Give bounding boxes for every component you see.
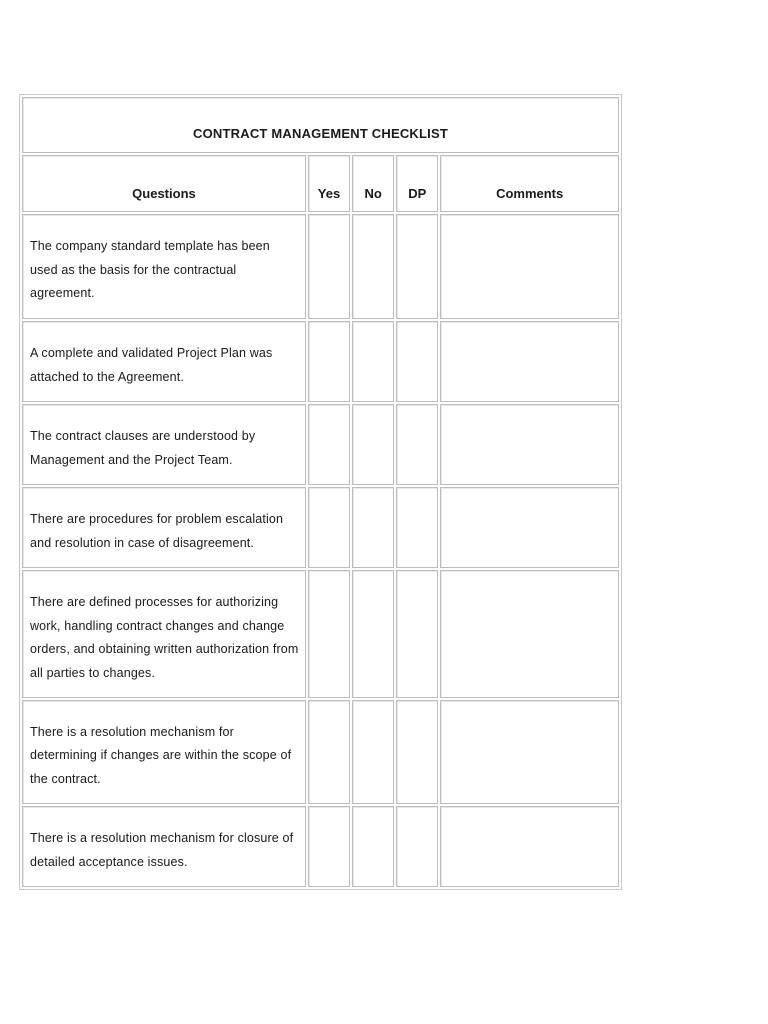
column-header-comments: Comments	[440, 155, 619, 212]
table-row	[22, 570, 619, 698]
no-cell	[352, 487, 394, 568]
comments-cell	[440, 487, 619, 568]
question-cell: The contract clauses are understood by Management and the Project Team.	[22, 404, 306, 485]
table-row	[22, 321, 619, 402]
question-cell: There is a resolution mechanism for determining if changes are within the scope of the contract.	[22, 700, 306, 804]
table-row	[22, 487, 619, 568]
yes-cell	[308, 487, 350, 568]
table-row	[22, 700, 619, 804]
table-row	[22, 214, 619, 319]
comments-cell	[440, 570, 619, 698]
no-cell	[352, 214, 394, 319]
yes-cell	[308, 404, 350, 485]
yes-cell	[308, 570, 350, 698]
dp-cell	[396, 404, 438, 485]
question-cell: There are defined processes for authorizing work, handling contract changes and change orders, and obtaining written authorization from all parties to changes.	[22, 570, 306, 698]
no-cell	[352, 321, 394, 402]
question-cell: A complete and validated Project Plan was attached to the Agreement.	[22, 321, 306, 402]
comments-cell	[440, 700, 619, 804]
question-cell: There are procedures for problem escalation and resolution in case of disagreement.	[22, 487, 306, 568]
comments-cell	[440, 806, 619, 887]
dp-cell	[396, 214, 438, 319]
no-cell	[352, 404, 394, 485]
column-header-yes: Yes	[308, 155, 350, 212]
dp-cell	[396, 806, 438, 887]
question-cell: The company standard template has been used as the basis for the contractual agreement.	[22, 214, 306, 319]
column-header-questions: Questions	[22, 155, 306, 212]
no-cell	[352, 806, 394, 887]
yes-cell	[308, 214, 350, 319]
no-cell	[352, 700, 394, 804]
checklist-document	[19, 94, 622, 890]
header-row	[22, 155, 619, 212]
dp-cell	[396, 570, 438, 698]
yes-cell	[308, 700, 350, 804]
comments-cell	[440, 321, 619, 402]
no-cell	[352, 570, 394, 698]
yes-cell	[308, 321, 350, 402]
table-row	[22, 404, 619, 485]
yes-cell	[308, 806, 350, 887]
comments-cell	[440, 214, 619, 319]
question-cell: There is a resolution mechanism for closure of detailed acceptance issues.	[22, 806, 306, 887]
column-header-dp: DP	[396, 155, 438, 212]
page-title: CONTRACT MANAGEMENT CHECKLIST	[22, 97, 619, 153]
dp-cell	[396, 700, 438, 804]
title-row	[22, 97, 619, 153]
dp-cell	[396, 487, 438, 568]
column-header-no: No	[352, 155, 394, 212]
checklist-table	[19, 94, 622, 890]
comments-cell	[440, 404, 619, 485]
table-row	[22, 806, 619, 887]
dp-cell	[396, 321, 438, 402]
